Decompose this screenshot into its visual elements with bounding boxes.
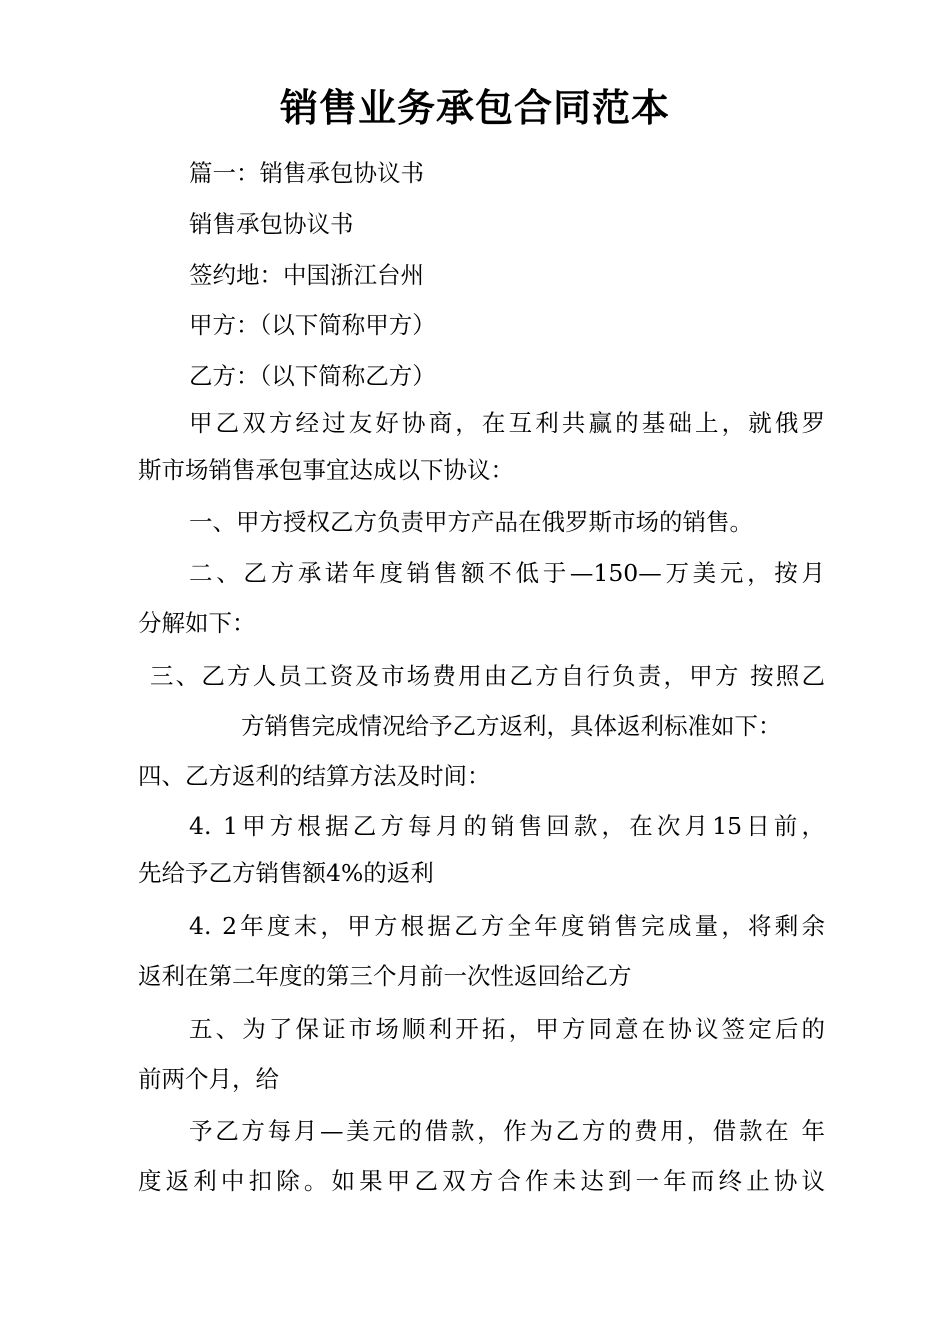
paragraph-line: 二、乙方承诺年度销售额不低于—150—万美元，按月 [189, 559, 825, 587]
paragraph-line: 篇一：销售承包协议书 [189, 159, 424, 187]
paragraph-line: 四、乙方返利的结算方法及时间： [138, 762, 491, 790]
paragraph-line: 销售承包协议书 [189, 210, 354, 238]
paragraph-line: 一、甲方授权乙方负责甲方产品在俄罗斯市场的销售。 [189, 508, 753, 536]
paragraph-line: 返利在第二年度的第三个月前一次性返回给乙方 [138, 962, 632, 990]
paragraph-line: 甲方：（以下简称甲方） [189, 311, 436, 339]
paragraph-line: 斯市场销售承包事宜达成以下协议： [138, 456, 514, 484]
paragraph-line: 乙方：（以下简称乙方） [189, 362, 436, 390]
paragraph-line: 4. 1甲方根据乙方每月的销售回款，在次月15日前， [189, 812, 825, 840]
paragraph-line: 五、为了保证市场顺利开拓，甲方同意在协议签定后的 [189, 1015, 825, 1043]
paragraph-line: 签约地：中国浙江台州 [189, 261, 424, 289]
document-title: 销售业务承包合同范本 [279, 86, 670, 130]
paragraph-line: 分解如下： [138, 609, 256, 637]
paragraph-line: 度返利中扣除。如果甲乙双方合作未达到一年而终止协议 [138, 1167, 825, 1195]
paragraph-line: 予乙方每月—美元的借款，作为乙方的费用，借款在 年 [189, 1117, 825, 1145]
paragraph-line: 前两个月，给 [138, 1065, 279, 1093]
paragraph-line: 三、乙方人员工资及市场费用由乙方自行负责，甲方 按照乙 [150, 662, 825, 690]
paragraph-line: 方销售完成情况给予乙方返利，具体返利标准如下： [241, 712, 782, 740]
paragraph-line: 4. 2年度末，甲方根据乙方全年度销售完成量，将剩余 [189, 912, 825, 940]
paragraph-line: 甲乙双方经过友好协商，在互利共赢的基础上，就俄罗 [189, 409, 825, 437]
paragraph-line: 先给予乙方销售额4%的返利 [138, 859, 434, 887]
